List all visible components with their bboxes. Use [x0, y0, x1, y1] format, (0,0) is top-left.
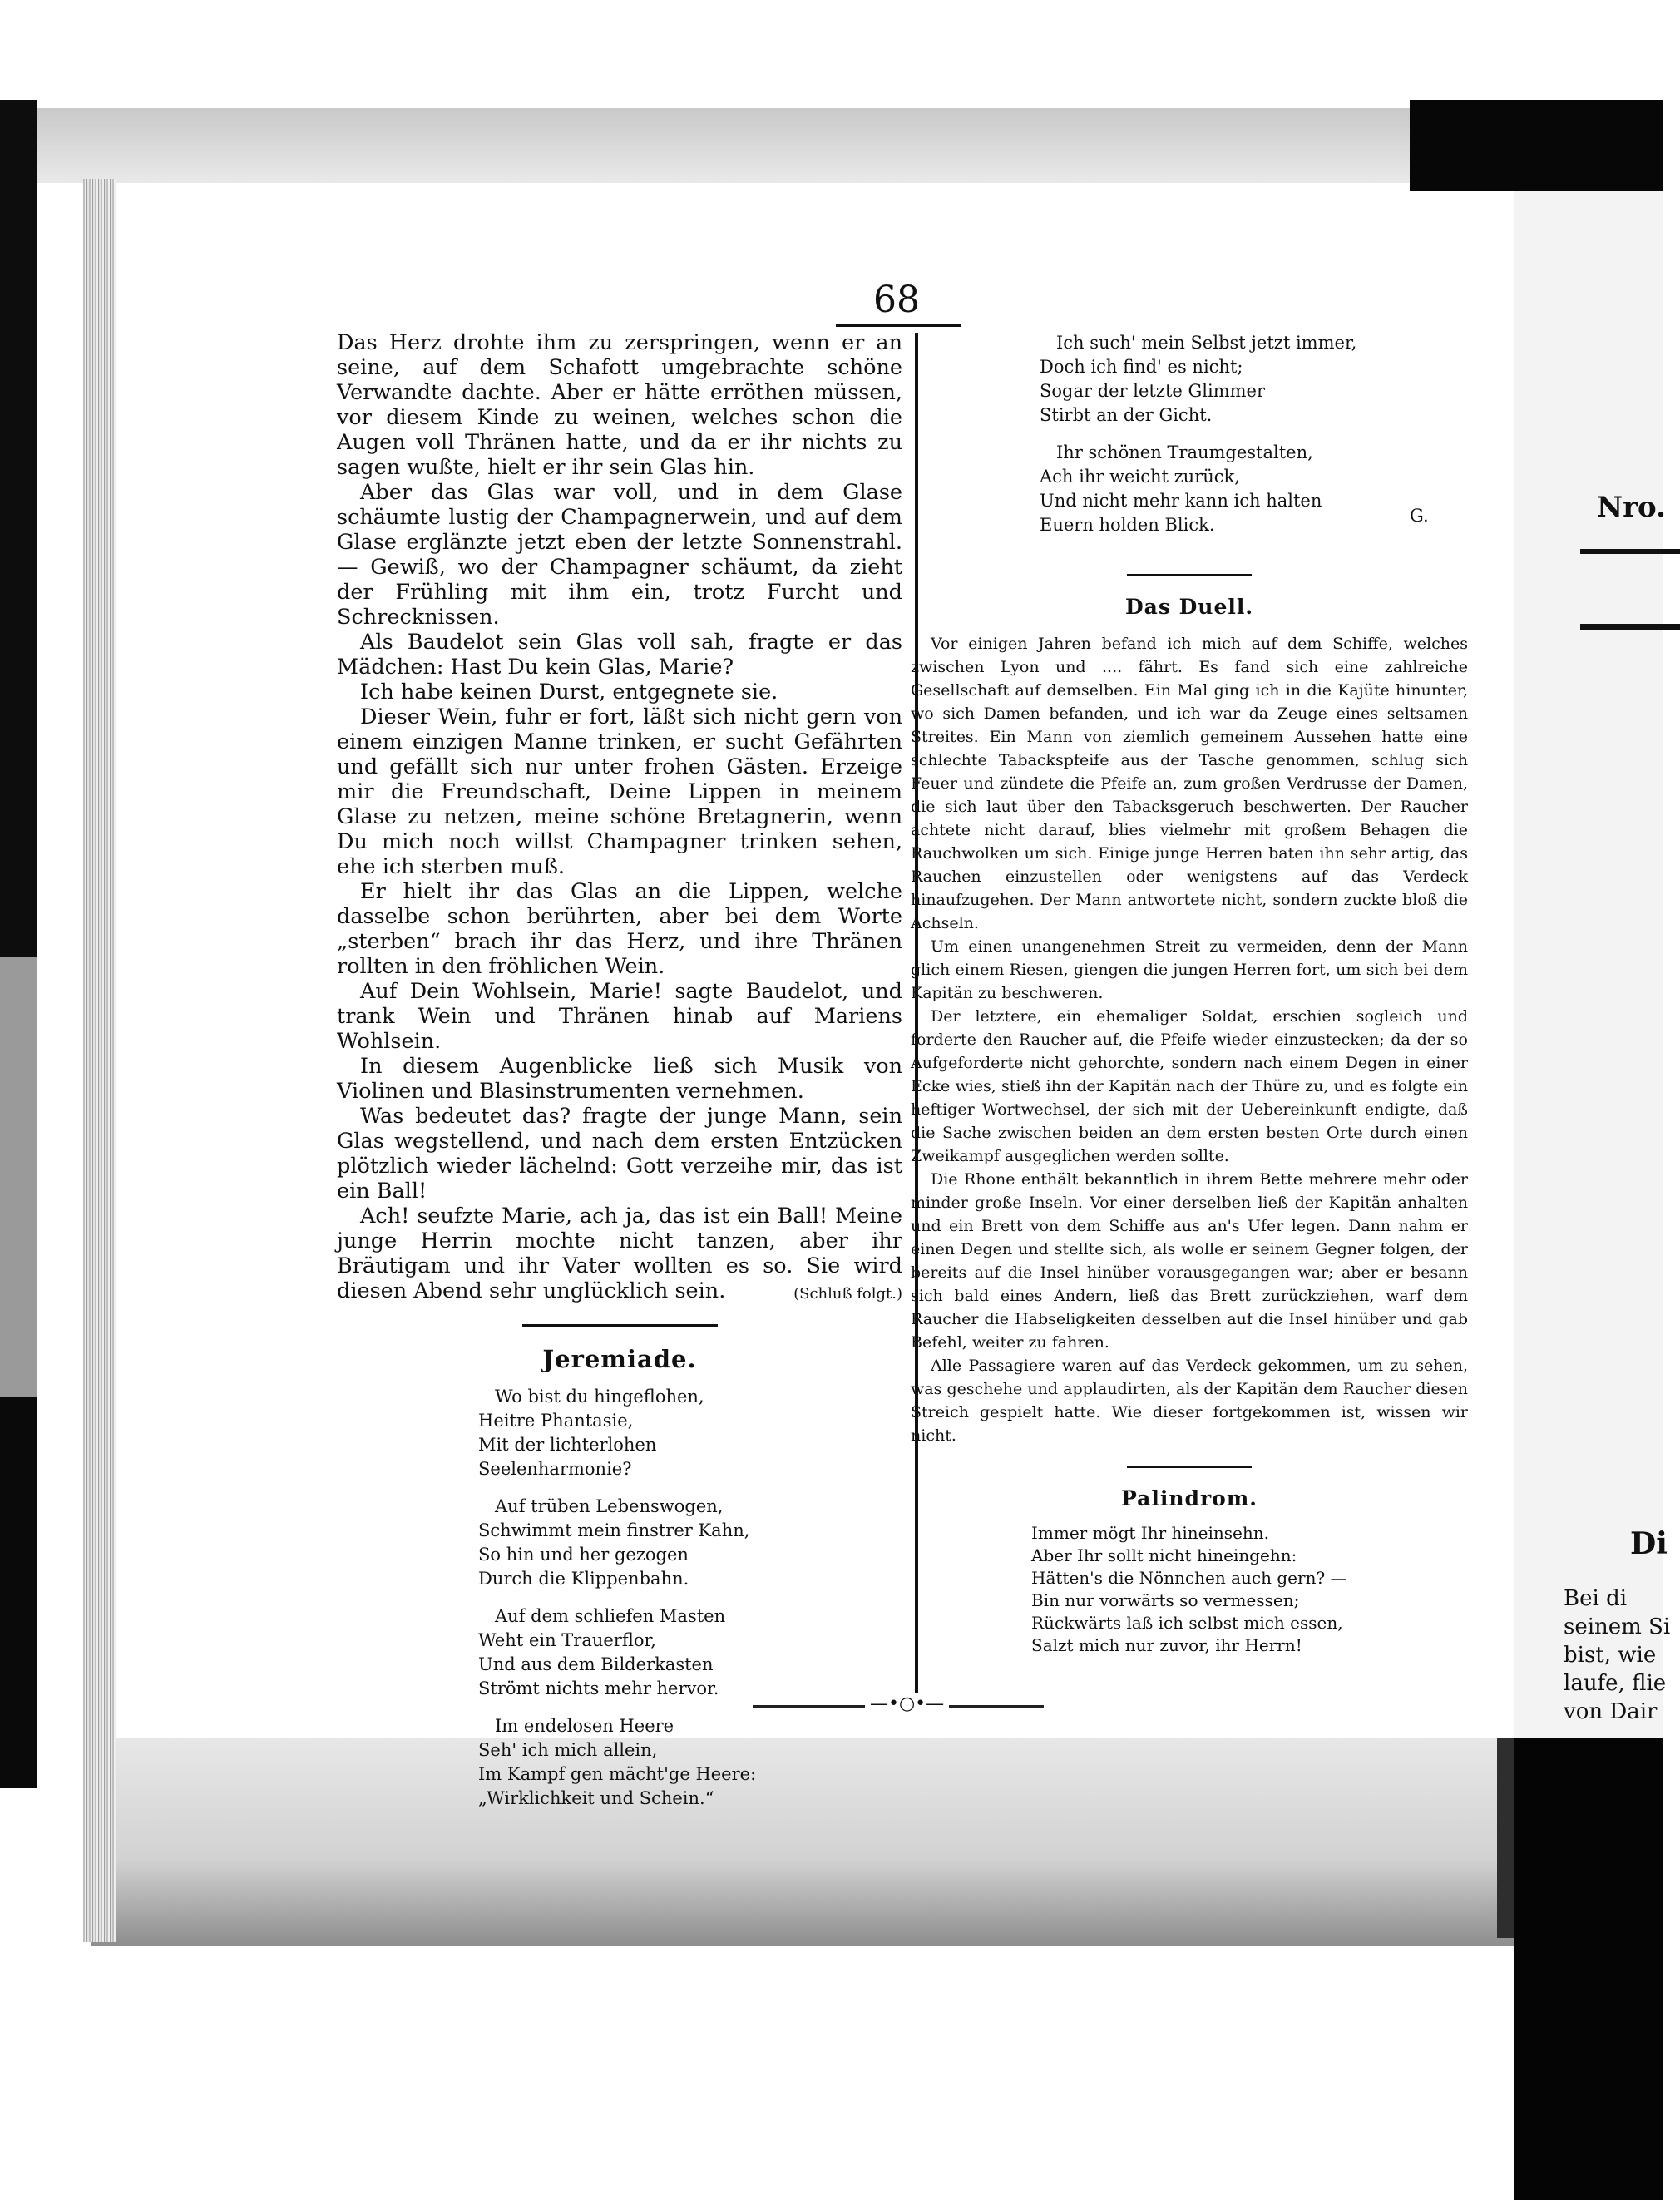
poem-line: Aber Ihr sollt nicht hineingehn: [1031, 1545, 1297, 1565]
adjacent-page-title: Di [1630, 1526, 1668, 1561]
adjacent-page-line: laufe, flie [1564, 1671, 1667, 1696]
end-ornament: —•○•— [865, 1693, 949, 1714]
poem-line: Ach ihr weicht zurück, [1040, 467, 1240, 487]
poem-line: Auf dem schliefen Masten [495, 1606, 726, 1626]
poem-line: Wo bist du hingeflohen, [495, 1387, 704, 1407]
adjacent-page-rule [1580, 549, 1680, 554]
book-page-stack-left [83, 179, 116, 1942]
paragraph: In diesem Augenblicke ließ sich Musik von Violinen und Blasinstrumenten vernehmen. [337, 1054, 902, 1104]
paragraph: Auf Dein Wohlsein, Marie! sagte Baudelot, und trank Wein und Thränen hinab auf Mariens Wohlsein. [337, 979, 902, 1054]
scan-black-edge-left-lower [0, 1397, 37, 1788]
poem-line: Und aus dem Bilderkasten [478, 1654, 714, 1674]
page-number-rule [836, 324, 961, 327]
adjacent-page-text [1564, 1584, 1670, 1726]
paragraph: Der letztere, ein ehemaliger Soldat, erschien sogleich und forderte den Raucher auf, die Pfeife wieder einzustecken; da der so Aufgeforderte nicht gehorchte, sondern nach einem Degen in einer Ecke wies, stieß ihn der Kapitän nach der Thüre zu, und es folgte ein heftiger Wortwechsel, der sich mit der Uebereinkunft endigte, daß die Sache zwischen beiden an dem ersten besten Orte durch einen Zweikampf ausgeglichen werden sollte. [911, 1007, 1468, 1165]
section-rule [522, 1324, 718, 1327]
scan-black-corner-bottom [1514, 1738, 1663, 2200]
scan-black-corner [1410, 100, 1663, 195]
right-column [911, 574, 1468, 1657]
paragraph: Aber das Glas war voll, und in dem Glase schäumte lustig der Champagnerwein, und auf dem Glase erglänzte jetzt eben der letzte Sonnenstrahl. — Gewiß, wo der Champagner schäumt, da zieht der Frühling mit ihm ein, trotz Furcht und Schrecknissen. [337, 480, 902, 630]
poem-line: Schwimmt mein finstrer Kahn, [478, 1520, 750, 1540]
adjacent-page-line: seinem Si [1564, 1614, 1671, 1639]
poem-line: Stirbt an der Gicht. [1040, 405, 1213, 425]
duell-title: Das Duell. [1124, 595, 1254, 619]
paragraph: Als Baudelot sein Glas voll sah, fragte er das Mädchen: Hast Du kein Glas, Marie? [337, 630, 902, 680]
poem-line: Durch die Klippenbahn. [478, 1569, 689, 1589]
poem-line: Ich such' mein Selbst jetzt immer, [1056, 333, 1357, 353]
poem-line: Mit der lichterlohen [478, 1435, 657, 1455]
scan-black-edge-left-upper [0, 100, 37, 957]
poem-line: Immer mögt Ihr hineinsehn. [1031, 1523, 1269, 1543]
jeremiade-poem [478, 1385, 902, 1811]
right-top-poem [1040, 331, 1472, 551]
poem-line: Sogar der letzte Glimmer [1040, 381, 1265, 401]
adjacent-page [1514, 191, 1671, 1738]
poem-line: Auf trüben Lebenswogen, [495, 1496, 724, 1516]
paragraph: Das Herz drohte ihm zu zerspringen, wenn er an seine, auf dem Schafott umgebrachte schöne Verwandte dachte. Aber er hätte erröthen müssen, vor diesem Kinde zu weinen, welches schon die Augen voll Thränen hatte, und da er ihr nichts zu sagen wußte, hielt er ihr sein Glas hin. [337, 330, 902, 480]
poem-signature: G. [1410, 506, 1429, 526]
section-rule [1127, 1466, 1252, 1468]
stanza [478, 1385, 902, 1481]
poem-line: Doch ich find' es nicht; [1040, 357, 1243, 377]
poem-line: Heitre Phantasie, [478, 1411, 634, 1431]
poem-line: Euern holden Blick. [1040, 515, 1215, 535]
stanza [478, 1495, 902, 1591]
poem-line: So hin und her gezogen [478, 1545, 689, 1565]
poem-line: Hätten's die Nönnchen auch gern? — [1031, 1568, 1347, 1588]
paragraph: Ich habe keinen Durst, entgegnete sie. [360, 680, 778, 704]
adjacent-page-line: von Dair [1564, 1699, 1658, 1724]
adjacent-page-line: bist, wie [1564, 1643, 1657, 1668]
page-number: 68 [873, 279, 920, 321]
jeremiade-title: Jeremiade. [542, 1345, 697, 1373]
poem-line: Im endelosen Heere [495, 1716, 674, 1736]
palindrom-poem [1031, 1522, 1468, 1657]
poem-line: Seelenharmonie? [478, 1459, 632, 1479]
poem-line: „Wirklichkeit und Schein.“ [478, 1788, 714, 1808]
duell-text [911, 632, 1468, 1447]
poem-line: Und nicht mehr kann ich halten [1040, 491, 1322, 511]
scan-grey-edge-left [0, 957, 37, 1397]
stanza [1040, 441, 1472, 537]
section-rule [1127, 574, 1252, 576]
continuation-note: (Schluß folgt.) [793, 1285, 902, 1303]
poem-line: Rückwärts laß ich selbst mich essen, [1031, 1613, 1343, 1633]
poem-line: Salzt mich nur zuvor, ihr Herrn! [1031, 1635, 1302, 1655]
poem-line: Seh' ich mich allein, [478, 1740, 658, 1760]
stanza [478, 1604, 902, 1701]
left-column [337, 330, 902, 1824]
paragraph: Was bedeutet das? fragte der junge Mann, sein Glas wegstellend, und nach dem ersten Entzücken plötzlich wieder lächelnd: Gott verzeihe mir, das ist ein Ball! [337, 1104, 902, 1204]
poem-line: Weht ein Trauerflor, [478, 1630, 656, 1650]
story-text [337, 330, 902, 1303]
paragraph: Alle Passagiere waren auf das Verdeck gekommen, um zu sehen, was geschehe und applaudirten, als der Kapitän dem Raucher diesen Streich gespielt hatte. Wie dieser fortgekommen ist, wissen wir nicht. [911, 1357, 1468, 1445]
poem-line: Bin nur vorwärts so vermessen; [1031, 1590, 1300, 1610]
paragraph: Die Rhone enthält bekanntlich in ihrem Bette mehrere mehr oder minder große Inseln. Vor einer derselben ließ der Kapitän anhalten und ein Brett von dem Schiffe aus an's Ufer legen. Dann nahm er einen Degen und stellte sich, als wolle er seinem Gegner folgen, der bereits auf die Insel hinüber vorausgegangen war; aber er besann sich bald eines Andern, ließ das Brett zurückziehen, warf dem Raucher die Habseligkeiten desselben auf die Insel hinüber und gab Befehl, weiter zu fahren. [911, 1170, 1468, 1352]
adjacent-page-rule [1580, 624, 1680, 630]
adjacent-page-line: Bei di [1564, 1586, 1628, 1611]
top-poem-stanzas [1040, 331, 1472, 537]
stanza [478, 1714, 902, 1811]
paragraph: Um einen unangenehmen Streit zu vermeiden, denn der Mann glich einem Riesen, giengen die jungen Herren fort, um sich bei dem Kapitän zu beschweren. [911, 937, 1468, 1002]
palindrom-title: Palindrom. [1121, 1486, 1258, 1510]
scan-shadow-top [33, 108, 1422, 183]
poem-line: Im Kampf gen mächt'ge Heere: [478, 1764, 757, 1784]
poem-line: Strömt nichts mehr hervor. [478, 1678, 719, 1698]
poem-line: Ihr schönen Traumgestalten, [1056, 442, 1313, 462]
paragraph: Er hielt ihr das Glas an die Lippen, welche dasselbe schon berührten, aber bei dem Worte „sterben“ brach ihr das Herz, und ihre Thränen rollten in den fröhlichen Wein. [337, 879, 902, 979]
paragraph: Dieser Wein, fuhr er fort, läßt sich nicht gern von einem einzigen Manne trinken, er sucht Gefährten und gefällt sich nur unter frohen Gästen. Erzeige mir die Freundschaft, Deine Lippen in meinem Glase zu netzen, meine schöne Bretagnerin, wenn Du mich noch willst Champagner trinken sehen, ehe ich sterben muß. [337, 704, 902, 879]
paragraph: Vor einigen Jahren befand ich mich auf dem Schiffe, welches zwischen Lyon und .... fährt. Es fand sich eine zahlreiche Gesellschaft auf demselben. Ein Mal ging ich in die Kajüte hinunter, wo sich Damen befanden, und ich war da Zeuge eines seltsamen Streites. Ein Mann von ziemlich gemeinem Aussehen hatte eine schlechte Tabackspfeife aus der Tasche genommen, schlug sich Feuer und zündete die Pfeife an, zum großen Verdrusse der Damen, die sich laut über den Tabacksgeruch beschwerten. Der Raucher achtete nicht darauf, blies vielmehr mit großem Behagen die Rauchwolken um sich. Einige junge Herren baten ihn sehr artig, das Rauchen einzustellen oder wenigstens auf das Verdeck hinaufzugehen. Der Mann antwortete nicht, sondern zuckte bloß die Achseln. [911, 635, 1468, 932]
adjacent-page-header: Nro. [1597, 491, 1666, 524]
stanza [1040, 331, 1472, 428]
paragraph: Ach! seufzte Marie, ach ja, das ist ein Ball! Meine junge Herrin mochte nicht tanzen, aber ihr Bräutigam und ihr Vater wollten es so. Sie wird diesen Abend sehr unglücklich sein. [337, 1204, 902, 1303]
